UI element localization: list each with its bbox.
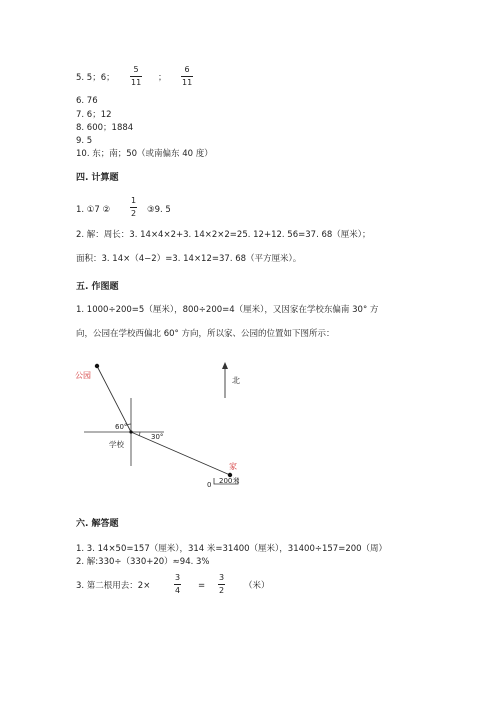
angle-30-label: 30° xyxy=(151,433,164,441)
fraction-numerator: 5 xyxy=(133,65,139,74)
park-point xyxy=(95,364,99,368)
calc-2-area: 面积：3. 14×（4−2）=3. 14×12=37. 68（平方厘米）。 xyxy=(76,254,302,264)
fraction-numerator: 3 xyxy=(219,573,225,582)
scale-zero-label: 0 xyxy=(207,481,212,489)
calc-1-prefix: 1. ①7 ② xyxy=(76,205,111,215)
solve-3-unit: （米） xyxy=(244,581,270,591)
fraction-bar xyxy=(218,584,225,585)
answer-5-separator: ； xyxy=(158,73,167,83)
drawing-explanation-line-1: 1. 1000÷200=5（厘米），800÷200=4（厘米），又因家在学校东偏南 30° 方 xyxy=(76,305,379,315)
scale-distance-label: 200米 xyxy=(219,477,240,485)
school-label: 学校 xyxy=(109,440,124,449)
school-to-home-line xyxy=(131,432,230,475)
answer-10: 10. 东；南；50（或南偏东 40 度） xyxy=(76,149,213,159)
fraction-denominator: 11 xyxy=(182,78,193,87)
answer-9: 9. 5 xyxy=(76,136,93,146)
answer-5-prefix: 5. 5；6； xyxy=(76,73,115,83)
fraction-numerator: 3 xyxy=(175,573,181,582)
answer-7: 7. 6；12 xyxy=(76,110,112,120)
angle-60-arc xyxy=(127,424,131,425)
solve-3-fraction-1 xyxy=(174,574,181,595)
fraction-denominator: 4 xyxy=(175,586,181,595)
north-arrow-icon xyxy=(222,362,228,369)
drawing-explanation-line-2: 向，公园在学校西偏北 60° 方向，所以家、公园的位置如下图所示： xyxy=(76,329,335,339)
fraction-denominator: 2 xyxy=(131,209,137,218)
fraction-denominator: 2 xyxy=(219,586,225,595)
home-label: 家 xyxy=(229,462,237,471)
north-label: 北 xyxy=(232,376,240,385)
calc-1-suffix: ③9. 5 xyxy=(147,205,171,215)
solve-3-prefix: 3. 第二根用去：2× xyxy=(76,581,151,591)
answer-6: 6. 76 xyxy=(76,96,98,106)
solve-3-equals: = xyxy=(198,581,206,591)
fraction-bar xyxy=(174,584,181,585)
solve-3-fraction-2 xyxy=(218,574,225,595)
solve-1: 1. 3. 14×50=157（厘米），314 米=31400（厘米），31400÷157=200（周） xyxy=(76,544,388,554)
angle-60-label: 60° xyxy=(115,423,128,431)
fraction-numerator: 1 xyxy=(131,196,137,205)
section-4-heading: 四. 计算题 xyxy=(76,173,119,183)
section-6-heading: 六. 解答题 xyxy=(76,519,119,529)
school-point xyxy=(129,430,132,433)
calc-2-perimeter: 2. 解：周长：3. 14×4×2+3. 14×2×2=25. 12+12. 56=37. 68（厘米）； xyxy=(76,230,371,240)
fraction-numerator: 6 xyxy=(184,65,190,74)
park-label: 公园 xyxy=(75,371,91,380)
fraction-denominator: 11 xyxy=(131,78,142,87)
answer-8: 8. 600；1884 xyxy=(76,123,134,133)
section-5-heading: 五. 作图题 xyxy=(76,282,119,292)
solve-2: 2. 解:330÷（330+20）≈94. 3% xyxy=(76,557,210,567)
